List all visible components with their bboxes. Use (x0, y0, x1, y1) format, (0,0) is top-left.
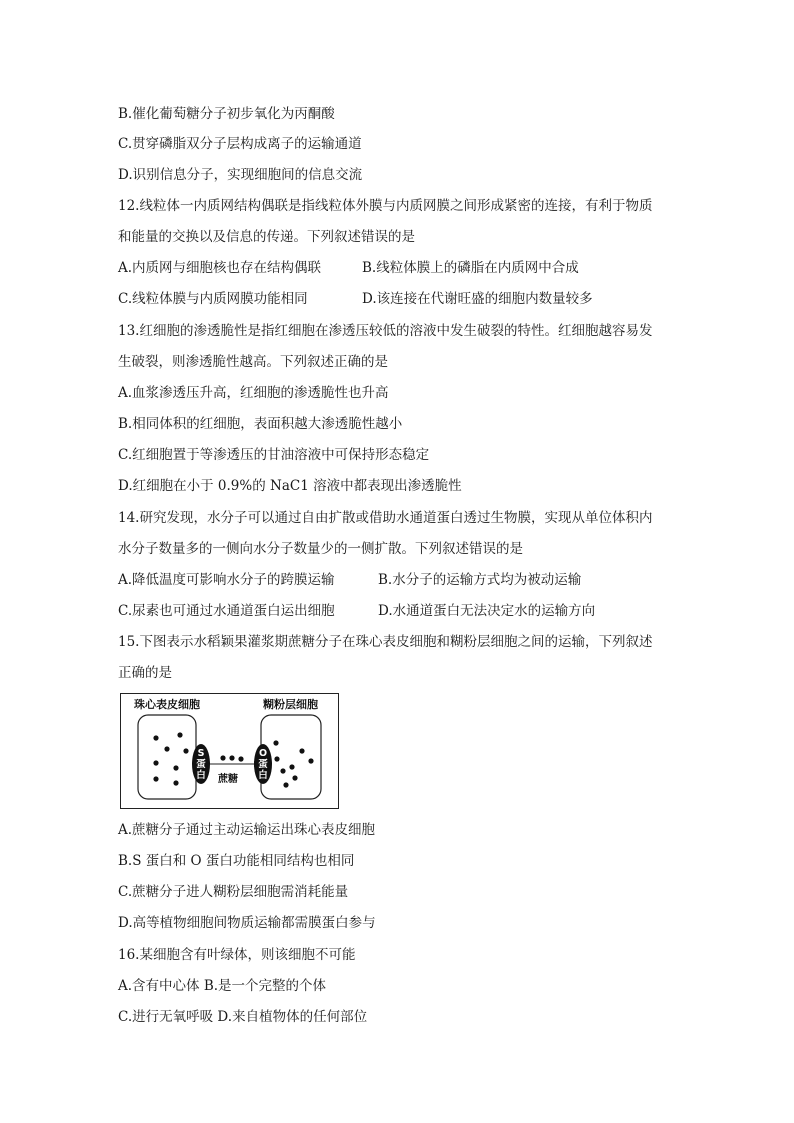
sucrose-dot (308, 758, 313, 763)
o-protein-char-2: 白 (258, 770, 268, 781)
o-protein-char-1: 蛋 (258, 759, 268, 770)
sucrose-dot (280, 768, 285, 773)
s-protein-char-1: 蛋 (196, 759, 206, 770)
question-15-option-c: C.蔗糖分子进人糊粉层细胞需消耗能量 (118, 884, 349, 900)
question-12-stem-line1: 12.线粒体一内质网结构偶联是指线粒体外膜与内质网膜之间形成紧密的连接，有利于物质 (118, 198, 653, 214)
sucrose-dot (273, 740, 278, 745)
sucrose-dot (220, 755, 225, 760)
question-14-option-c: C.尿素也可通过水通道蛋白运出细胞 (118, 603, 335, 619)
o-protein-letter: O (258, 748, 268, 759)
question-14-option-a: A.降低温度可影响水分子的跨膜运输 (118, 572, 335, 588)
question-14-stem-line1: 14.研究发现，水分子可以通过自由扩散或借助水通道蛋白透过生物膜，实现从单位体积内 (118, 510, 653, 526)
s-protein-char-2: 白 (196, 770, 206, 781)
question-12-option-c: C.线粒体膜与内质网膜功能相同 (118, 291, 308, 307)
sucrose-transport-diagram (120, 693, 339, 809)
question-13-option-d: D.红细胞在小于 0.9%的 NaC1 溶液中都表现出渗透脆性 (118, 478, 462, 494)
question-16-options-ab: A.含有中心体 B.是一个完整的个体 (118, 978, 327, 994)
option-1d: D.识别信息分子，实现细胞间的信息交流 (118, 167, 363, 183)
question-15-option-a: A.蔗糖分子通过主动运输运出珠心表皮细胞 (118, 822, 376, 838)
sucrose-dot (177, 732, 182, 737)
question-13-stem-line1: 13.红细胞的渗透脆性是指红细胞在渗透压较低的溶液中发生破裂的特性。红细胞越容易发 (118, 323, 653, 339)
sucrose-dot (153, 776, 158, 781)
question-16-stem: 16.某细胞含有叶绿体，则该细胞不可能 (118, 947, 356, 963)
question-15-option-d: D.高等植物细胞间物质运输都需膜蛋白参与 (118, 915, 376, 931)
question-12-option-d: D.该连接在代谢旺盛的细胞内数量较多 (362, 291, 593, 307)
left-cell-label: 珠心表皮细胞 (134, 698, 200, 711)
sucrose-dot (283, 782, 288, 787)
question-13-stem-line2: 生破裂，则渗透脆性越高。下列叙述正确的是 (118, 354, 388, 370)
sucrose-dot (153, 735, 158, 740)
question-14-stem-line2: 水分子数量多的一侧向水分子数量少的一侧扩散。下列叙述错误的是 (118, 541, 523, 557)
question-15-stem-line2: 正确的是 (118, 665, 172, 681)
question-16-options-cd: C.进行无氧呼吸 D.来自植物体的任何部位 (118, 1009, 368, 1025)
question-13-option-a: A.血浆渗透压升高，红细胞的渗透脆性也升高 (118, 385, 389, 401)
s-protein-letter: S (197, 748, 205, 759)
sucrose-dot (289, 764, 294, 769)
question-14-option-b: B.水分子的运输方式均为被动运输 (378, 572, 582, 588)
sucrose-transport-figure (120, 693, 339, 809)
question-13-option-b: B.相同体积的红细胞，表面积越大渗透脆性越小 (118, 416, 403, 432)
sucrose-label: 蔗糖 (218, 774, 238, 785)
question-12-stem-line2: 和能量的交换以及信息的传递。下列叙述错误的是 (118, 229, 415, 245)
sucrose-dot (183, 748, 188, 753)
question-13-option-c: C.红细胞置于等渗透压的甘油溶液中可保持形态稳定 (118, 447, 430, 463)
question-12-option-a: A.内质网与细胞核也存在结构偶联 (118, 260, 322, 276)
sucrose-dot (173, 765, 178, 770)
question-15-stem-line1: 15.下图表示水稻颖果灌浆期蔗糖分子在珠心表皮细胞和糊粉层细胞之间的运输，下列叙述 (118, 634, 653, 650)
sucrose-dot (173, 780, 178, 785)
question-14-option-d: D.水通道蛋白无法决定水的运输方向 (378, 603, 596, 619)
sucrose-dot (238, 756, 243, 761)
sucrose-dot (299, 748, 304, 753)
sucrose-dot (229, 755, 234, 760)
right-cell-label: 糊粉层细胞 (263, 698, 318, 711)
sucrose-dot (153, 760, 158, 765)
option-1c: C.贯穿磷脂双分子层构成离子的运输通道 (118, 136, 362, 152)
question-15-option-b: B.S 蛋白和 O 蛋白功能相同结构也相同 (118, 853, 355, 869)
option-1b: B.催化葡萄糖分子初步氧化为丙酮酸 (118, 106, 335, 122)
sucrose-dot (164, 746, 169, 751)
sucrose-dot (292, 775, 297, 780)
sucrose-dot (274, 756, 279, 761)
question-12-option-b: B.线粒体膜上的磷脂在内质网中合成 (362, 260, 579, 276)
